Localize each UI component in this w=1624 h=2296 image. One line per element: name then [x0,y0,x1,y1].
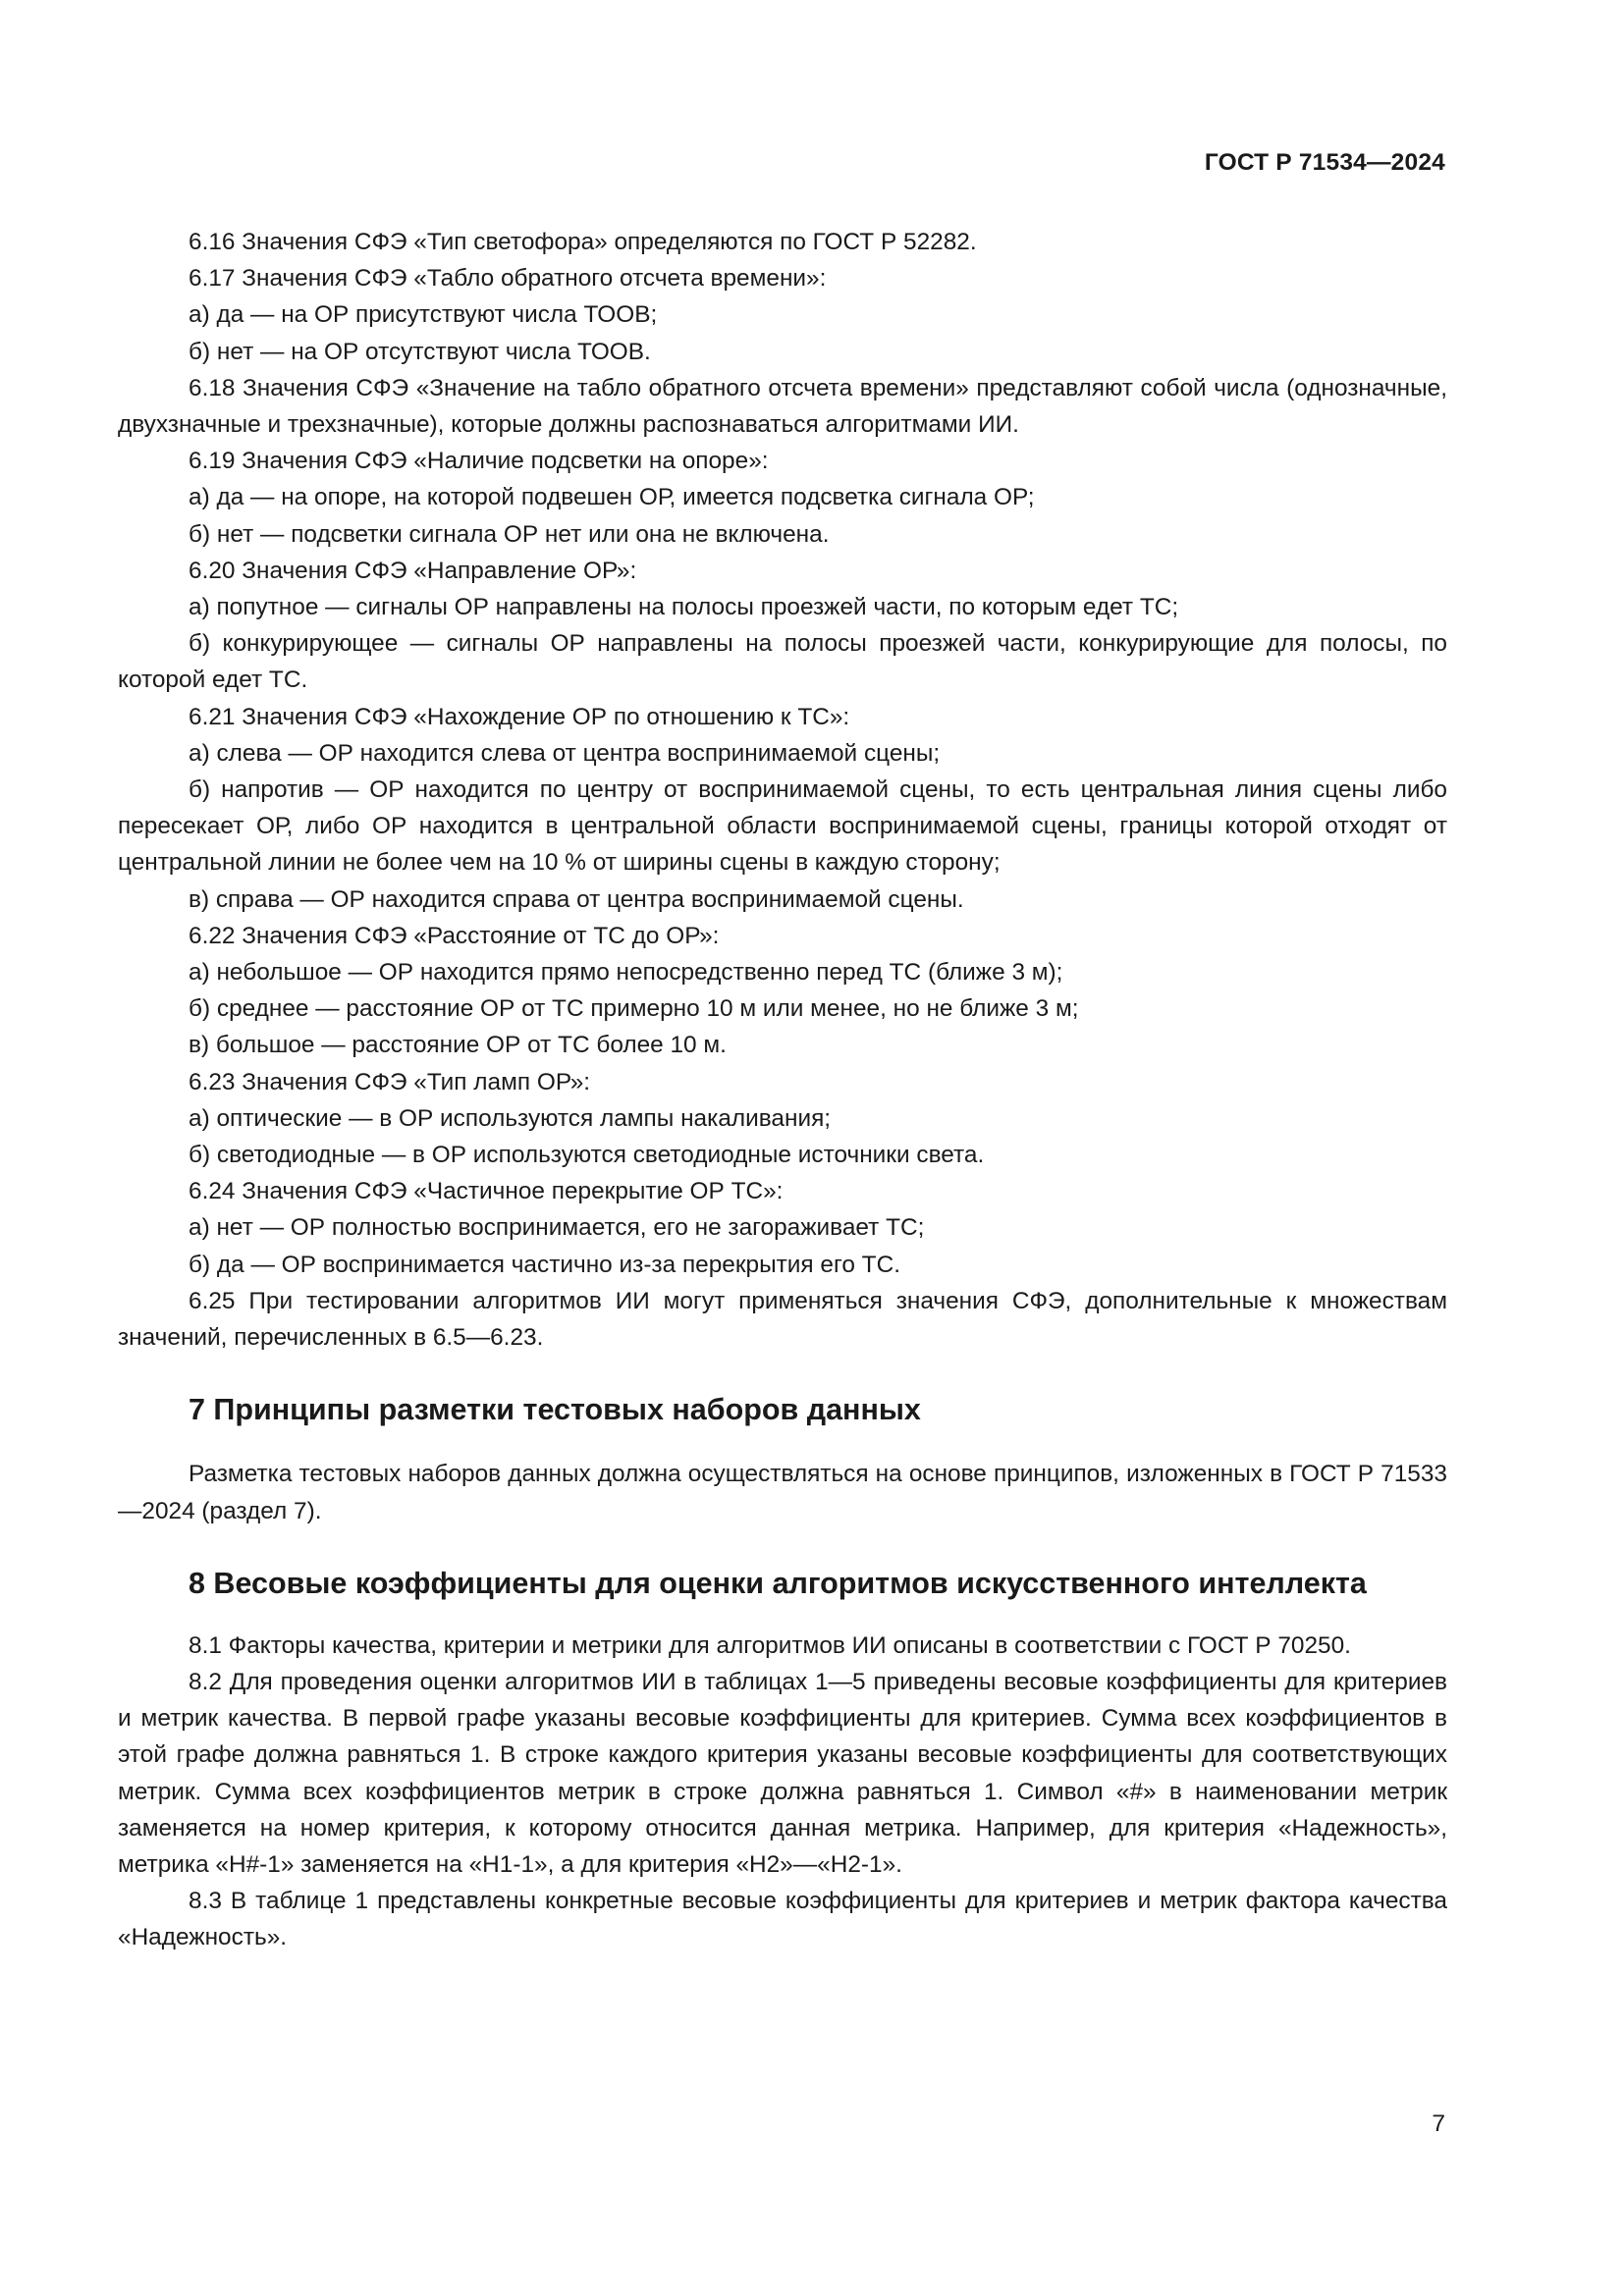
paragraph: 6.23 Значения СФЭ «Тип ламп ОР»: [189,1068,591,1095]
list-item: б) светодиодные — в ОР используются светодиодные источники света. [189,1142,985,1169]
list-item: а) небольшое — ОР находится прямо непосредственно перед ТС (ближе 3 м); [189,959,1063,987]
list-item: а) нет — ОР полностью воспринимается, его не загораживает ТС; [189,1214,925,1242]
list-item: б) конкурирующее — сигналы ОР направлены на полосы проезжей части, конкурирующие для полосы, по которой едет ТС. [118,630,1447,694]
paragraph: 6.20 Значения СФЭ «Направление ОР»: [189,557,637,584]
list-item: а) слева — ОР находится слева от центра воспринимаемой сцены; [189,739,941,767]
list-item: а) да — на опоре, на которой подвешен ОР, имеется подсветка сигнала ОР; [189,484,1035,511]
list-item: б) нет — подсветки сигнала ОР нет или она не включена. [189,520,830,548]
list-item: б) нет — на ОР отсутствуют числа ТООВ. [189,338,651,365]
page-number: 7 [1432,2110,1445,2137]
paragraph: 6.18 Значения СФЭ «Значение на табло обратного отсчета времени» представляют собой числа (однозначные, двухзначные и трехзначные), которые должны распознаваться алгоритмами ИИ. [118,374,1447,439]
clause-8-1: 8.1 Факторы качества, критерии и метрики для алгоритмов ИИ описаны в соответствии с ГОСТ Р 70250. [189,1631,1351,1659]
paragraph: 6.19 Значения СФЭ «Наличие подсветки на опоре»: [189,448,769,475]
clause-8-2: 8.2 Для проведения оценки алгоритмов ИИ в таблицах 1—5 приведены весовые коэффициенты для критериев и метрик качества. В первой графе указаны весовые коэффициенты для критериев. Сумма всех коэффициентов в этой графе должна равняться 1. В строке каждого критерия указаны весовые коэффициенты для соответствующих метрик. Сумма всех коэффициентов метрик в строке должна равняться 1. Символ «#» в наименовании метрик заменяется на номер критерия, к которому относится данная метрика. Например, для критерия «Надежность», метрика «Н#-1» заменяется на «Н1-1», а для критерия «Н2»—«Н2-1». [118,1668,1447,1878]
clause-6-list [118,224,1447,1356]
document-body [118,224,1447,1956]
list-item: в) справа — ОР находится справа от центра воспринимаемой сцены. [189,885,964,913]
list-item: в) большое — расстояние ОР от ТС более 10 м. [189,1032,727,1059]
section-7-heading: 7 Принципы разметки тестовых наборов данных [189,1393,921,1427]
list-item: б) напротив — ОР находится по центру от воспринимаемой сцены, то есть центральная линия сцены либо пересекает ОР, либо ОР находится в центральной области воспринимаемой сцены, границы которой отходят от центральной линии не более чем на 10 % от ширины сцены в каждую сторону; [118,776,1447,877]
paragraph: 6.22 Значения СФЭ «Расстояние от ТС до ОР»: [189,922,720,949]
list-item: б) среднее — расстояние ОР от ТС примерно 10 м или менее, но не ближе 3 м; [189,995,1079,1023]
list-item: б) да — ОР воспринимается частично из-за перекрытия его ТС. [189,1251,900,1278]
paragraph: 6.21 Значения СФЭ «Нахождение ОР по отношению к ТС»: [189,703,850,730]
paragraph: 6.17 Значения СФЭ «Табло обратного отсчета времени»: [189,265,827,293]
paragraph: 6.24 Значения СФЭ «Частичное перекрытие ОР ТС»: [189,1178,784,1205]
clause-8-3: 8.3 В таблице 1 представлены конкретные весовые коэффициенты для критериев и метрик фактора качества «Надежность». [118,1888,1447,1951]
list-item: а) оптические — в ОР используются лампы накаливания; [189,1104,832,1132]
paragraph: 6.25 При тестировании алгоритмов ИИ могут применяться значения СФЭ, дополнительные к множествам значений, перечисленных в 6.5—6.23. [118,1287,1447,1352]
list-item: а) попутное — сигналы ОР направлены на полосы проезжей части, по которым едет ТС; [189,594,1179,621]
list-item: а) да — на ОР присутствуют числа ТООВ; [189,301,658,329]
document-designation: ГОСТ Р 71534—2024 [1204,149,1445,176]
section-7-text: Разметка тестовых наборов данных должна осуществляться на основе принципов, изложенных в ГОСТ Р 71533—2024 (раздел 7). [118,1461,1447,1524]
section-8-heading: 8 Весовые коэффициенты для оценки алгоритмов искусственного интеллекта [189,1566,1367,1600]
paragraph: 6.16 Значения СФЭ «Тип светофора» определяются по ГОСТ Р 52282. [189,229,977,255]
